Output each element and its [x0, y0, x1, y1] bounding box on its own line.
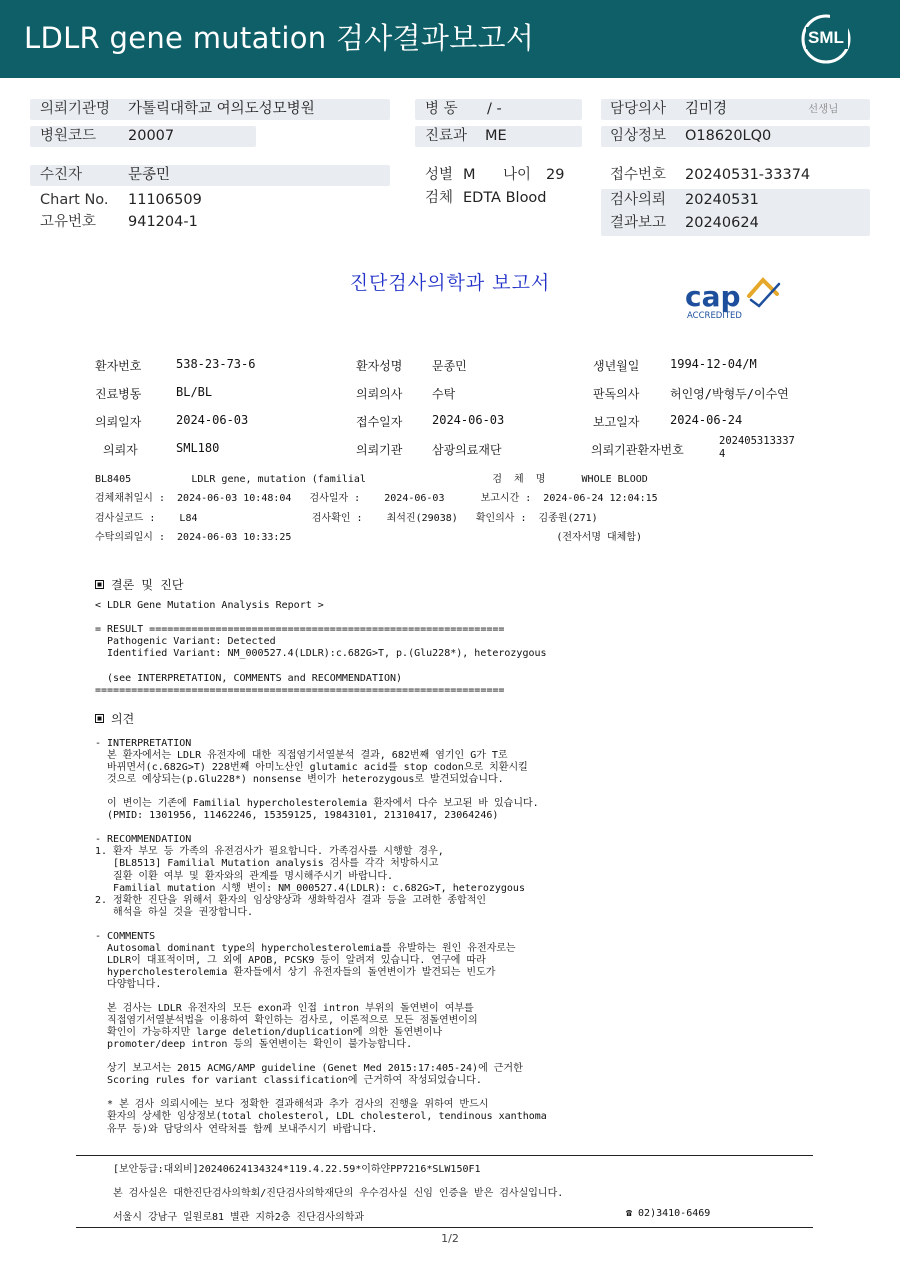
opinion-line: 본 환자에서는 LDLR 유전자에 대한 직접염기서열분석 결과, 682번째 염기인 G가 T로	[95, 750, 508, 762]
unique-row	[30, 212, 390, 233]
certification-line: 본 검사실은 대한진단검사의학회/진단검사의학재단의 우수검사실 신임 인증을 받은 검사실입니다.	[113, 1188, 564, 1199]
chart-value: 11106509	[128, 192, 202, 208]
opinion-line: hypercholesterolemia 환자들에서 상기 유전자들의 돌연변이가 발견되는 빈도가	[95, 966, 496, 978]
opinion-line: - COMMENTS	[95, 930, 156, 942]
opinion-line: - RECOMMENDATION	[95, 834, 192, 846]
rep-date-label: 보고일자	[593, 415, 640, 429]
report-line: ====================================================================	[95, 684, 505, 696]
specimen-label: 검체	[425, 190, 454, 206]
page-number: 1/2	[441, 1232, 459, 1245]
ward-row	[415, 99, 582, 120]
patient-no-label: 환자번호	[95, 359, 142, 373]
cap-accredited-logo	[683, 270, 783, 322]
opinion-line: 환자의 상세한 임상정보(total cholesterol, LDL cholesterol, tendinous xanthoma	[95, 1111, 547, 1123]
report-line: Pathogenic Variant: Detected	[95, 636, 276, 648]
opinion-line: 해석을 하실 것을 권장합니다.	[95, 906, 254, 918]
inst-patient-value-2: 4	[719, 448, 726, 460]
specimen-value: EDTA Blood	[463, 190, 547, 206]
chart-label: Chart No.	[40, 192, 109, 208]
result-value: 20240624	[685, 215, 759, 231]
phone-line: ☎ 02)3410-6469	[626, 1208, 711, 1219]
test-info-line-3: 검사실코드 : L84 검사확인 : 최석진(29038) 확인의사 : 김종원(271)	[95, 513, 598, 524]
opinion-line: 본 검사는 LDLR 유전자의 모든 exon과 인접 intron 부위의 돌연변이 여부를	[95, 1003, 474, 1015]
opinion-line: 바뀌면서(c.682G>T) 228번째 아미노산인 glutamic acid를 stop codon으로 치환시킬	[95, 762, 528, 774]
ward-table-value: BL/BL	[176, 385, 213, 399]
report-title: LDLR gene mutation 검사결과보고서	[24, 21, 535, 55]
opinion-line: 확인이 가능하지만 large deletion/duplication에 의한 돌연변이나	[95, 1027, 443, 1039]
req-date-value: 2024-06-03	[176, 413, 249, 427]
specimen-row	[415, 188, 590, 209]
opinion-line: 질환 이환 여부 및 환자와의 관계를 명시해주시기 바랍니다.	[95, 870, 394, 882]
ward-table-label: 진료병동	[95, 387, 142, 401]
opinion-line	[95, 786, 547, 798]
reader-value: 허인영/박형두/이수연	[670, 387, 789, 401]
name-value: 문종민	[432, 359, 467, 373]
unique-label: 고유번호	[40, 214, 97, 230]
opinion-line: 상기 보고서는 2015 ACMG/AMP guideline (Genet Med 2015:17:405-24)에 근거한	[95, 1063, 523, 1075]
inst-patient-label: 의뢰기관환자번호	[591, 443, 684, 457]
clinical-row	[601, 126, 870, 147]
report-line: < LDLR Gene Mutation Analysis Report >	[95, 600, 324, 611]
result-label: 결과보고	[610, 215, 667, 231]
receipt-value: 20240531-33374	[685, 167, 811, 183]
opinion-line	[95, 991, 547, 1003]
req-inst-value: 삼광의료재단	[432, 443, 502, 457]
opinion-line: Familial mutation 시행 변이: NM_000527.4(LDLR): c.682G>T, heterozygous	[95, 882, 525, 894]
age-label: 나이	[503, 167, 532, 183]
req-doctor-label: 의뢰의사	[356, 387, 403, 401]
doctor-row	[601, 99, 870, 120]
opinion-line: LDLR이 대표적이며, 그 외에 APOB, PCSK9 등이 알려져 있습니다. 연구에 따라	[95, 954, 486, 966]
cap-logo-subtext: ACCREDITED	[687, 311, 742, 321]
patient-no-value: 538-23-73-6	[176, 357, 256, 371]
footer-top-divider	[76, 1155, 813, 1156]
doctor-label: 담당의사	[610, 101, 667, 117]
conclusion-section-title	[95, 576, 183, 593]
birth-value: 1994-12-04/M	[670, 357, 757, 371]
test-info-line-2: 검체채취일시 : 2024-06-03 10:48:04 검사일자 : 2024-06-03 보고시간 : 2024-06-24 12:04:15	[95, 493, 658, 504]
hospital-code-value: 20007	[128, 128, 175, 144]
receipt-row	[601, 165, 870, 186]
dept-row	[415, 126, 582, 147]
opinion-line	[95, 919, 547, 931]
result-report-block	[95, 600, 547, 697]
doctor-suffix: 선생님	[808, 103, 839, 115]
clinical-label: 임상정보	[610, 128, 667, 144]
sex-age-row	[415, 165, 590, 186]
opinion-line: Autosomal dominant type의 hypercholesterolemia를 유발하는 원인 유전자로는	[95, 942, 516, 954]
hospital-code-row	[30, 126, 256, 147]
hospital-label: 의뢰기관명	[40, 101, 111, 117]
request-result-box	[601, 189, 870, 236]
requester-label: 의뢰자	[103, 443, 138, 457]
name-label: 환자성명	[356, 359, 403, 373]
request-value: 20240531	[685, 192, 759, 208]
req-inst-label: 의뢰기관	[356, 443, 403, 457]
report-heading: 진단검사의학과 보고서	[349, 272, 551, 294]
opinion-block	[95, 738, 547, 1136]
opinion-line: Scoring rules for variant classification에 근거하여 작성되었습니다.	[95, 1075, 482, 1087]
doctor-value: 김미경	[685, 101, 728, 117]
ward-value: / -	[487, 101, 502, 117]
square-bullet-icon	[95, 714, 104, 723]
birth-label: 생년월일	[593, 359, 640, 373]
request-label: 검사의뢰	[610, 192, 667, 208]
hospital-row	[30, 99, 390, 120]
square-bullet-icon	[95, 580, 104, 589]
opinion-line: 유무 등)와 담당의사 연락처를 함께 보내주시기 바랍니다.	[95, 1123, 378, 1135]
opinion-line: promoter/deep intron 등의 돌연변이는 확인이 불가능합니다.	[95, 1039, 413, 1051]
report-line: (see INTERPRETATION, COMMENTS and RECOMMENDATION)	[95, 672, 403, 684]
opinion-line	[95, 1051, 547, 1063]
sex-value: M	[463, 167, 476, 183]
opinion-line: 2. 정확한 진단을 위해서 환자의 임상양상과 생화학검사 결과 등을 고려한 종합적인	[95, 894, 487, 906]
hospital-value: 가톨릭대학교 여의도성모병원	[128, 101, 315, 117]
patient-label: 수진자	[40, 167, 83, 183]
report-line	[95, 660, 547, 672]
opinion-line: 1. 환자 부모 등 가족의 유전검사가 필요합니다. 가족검사를 시행할 경우,	[95, 846, 444, 858]
reader-label: 판독의사	[593, 387, 640, 401]
footer-bottom-divider	[76, 1227, 813, 1228]
ward-label: 병 동	[425, 101, 458, 117]
patient-value: 문종민	[128, 167, 171, 183]
sml-logo-text: SML	[808, 28, 844, 47]
inst-patient-value-1: 202405313337	[719, 435, 795, 447]
req-doctor-value: 수탁	[432, 387, 456, 401]
dept-value: ME	[485, 128, 507, 144]
hospital-code-label: 병원코드	[40, 128, 97, 144]
dept-label: 진료과	[425, 128, 468, 144]
receipt-label: 접수번호	[610, 167, 667, 183]
opinion-line: (PMID: 1301956, 11462246, 15359125, 19843101, 21310417, 23064246)	[95, 810, 499, 822]
opinion-line: 것으로 예상되는(p.Glu228*) nonsense 변이가 heterozygous로 발견되었습니다.	[95, 774, 504, 786]
req-date-label: 의뢰일자	[95, 415, 142, 429]
opinion-line	[95, 822, 547, 834]
cap-logo-text: cap	[685, 280, 741, 313]
chart-row	[30, 190, 390, 211]
opinion-line	[95, 1087, 547, 1099]
opinion-title-text: 의견	[111, 712, 135, 726]
rep-date-value: 2024-06-24	[670, 413, 743, 427]
opinion-line: - INTERPRETATION	[95, 738, 192, 749]
sex-label: 성별	[425, 167, 454, 183]
test-info-line-1: BL8405 LDLR gene, mutation (familial 검 체 명 WHOLE BLOOD	[95, 474, 648, 485]
conclusion-title-text: 결론 및 진단	[111, 578, 184, 592]
opinion-line: 직접염기서열분석법을 이용하여 확인하는 검사로, 이론적으로 모든 점돌연변이의	[95, 1015, 478, 1027]
requester-value: SML180	[176, 441, 220, 455]
patient-row	[30, 165, 390, 186]
opinion-line: 다양합니다.	[95, 978, 162, 990]
opinion-section-title	[95, 710, 134, 727]
age-value: 29	[546, 167, 565, 183]
security-line: [보안등급:대외비]20240624134324*119.4.22.59*이하얀PP7216*SLW150F1	[113, 1164, 481, 1175]
opinion-line: [BL8513] Familial Mutation analysis 검사를 각각 처방하시고	[95, 858, 439, 870]
address-line: 서울시 강남구 일원로81 별관 지하2층 진단검사의학과	[113, 1212, 365, 1223]
rcv-date-value: 2024-06-03	[432, 413, 505, 427]
clinical-value: O18620LQ0	[685, 128, 772, 144]
opinion-line: * 본 검사 의뢰시에는 보다 정확한 결과해석과 추가 검사의 진행을 위하여 반드시	[95, 1099, 489, 1111]
rcv-date-label: 접수일자	[356, 415, 403, 429]
opinion-line: 이 변이는 기존에 Familial hypercholesterolemia 환자에서 다수 보고된 바 있습니다.	[95, 798, 539, 810]
test-info-line-4: 수탁의뢰일시 : 2024-06-03 10:33:25 (전자서명 대체함)	[95, 532, 643, 543]
report-line	[95, 612, 547, 624]
unique-value: 941204-1	[128, 214, 198, 230]
report-line: = RESULT ===========================================================	[95, 624, 505, 636]
report-line: Identified Variant: NM_000527.4(LDLR):c.682G>T, p.(Glu228*), heterozygous	[95, 648, 547, 660]
